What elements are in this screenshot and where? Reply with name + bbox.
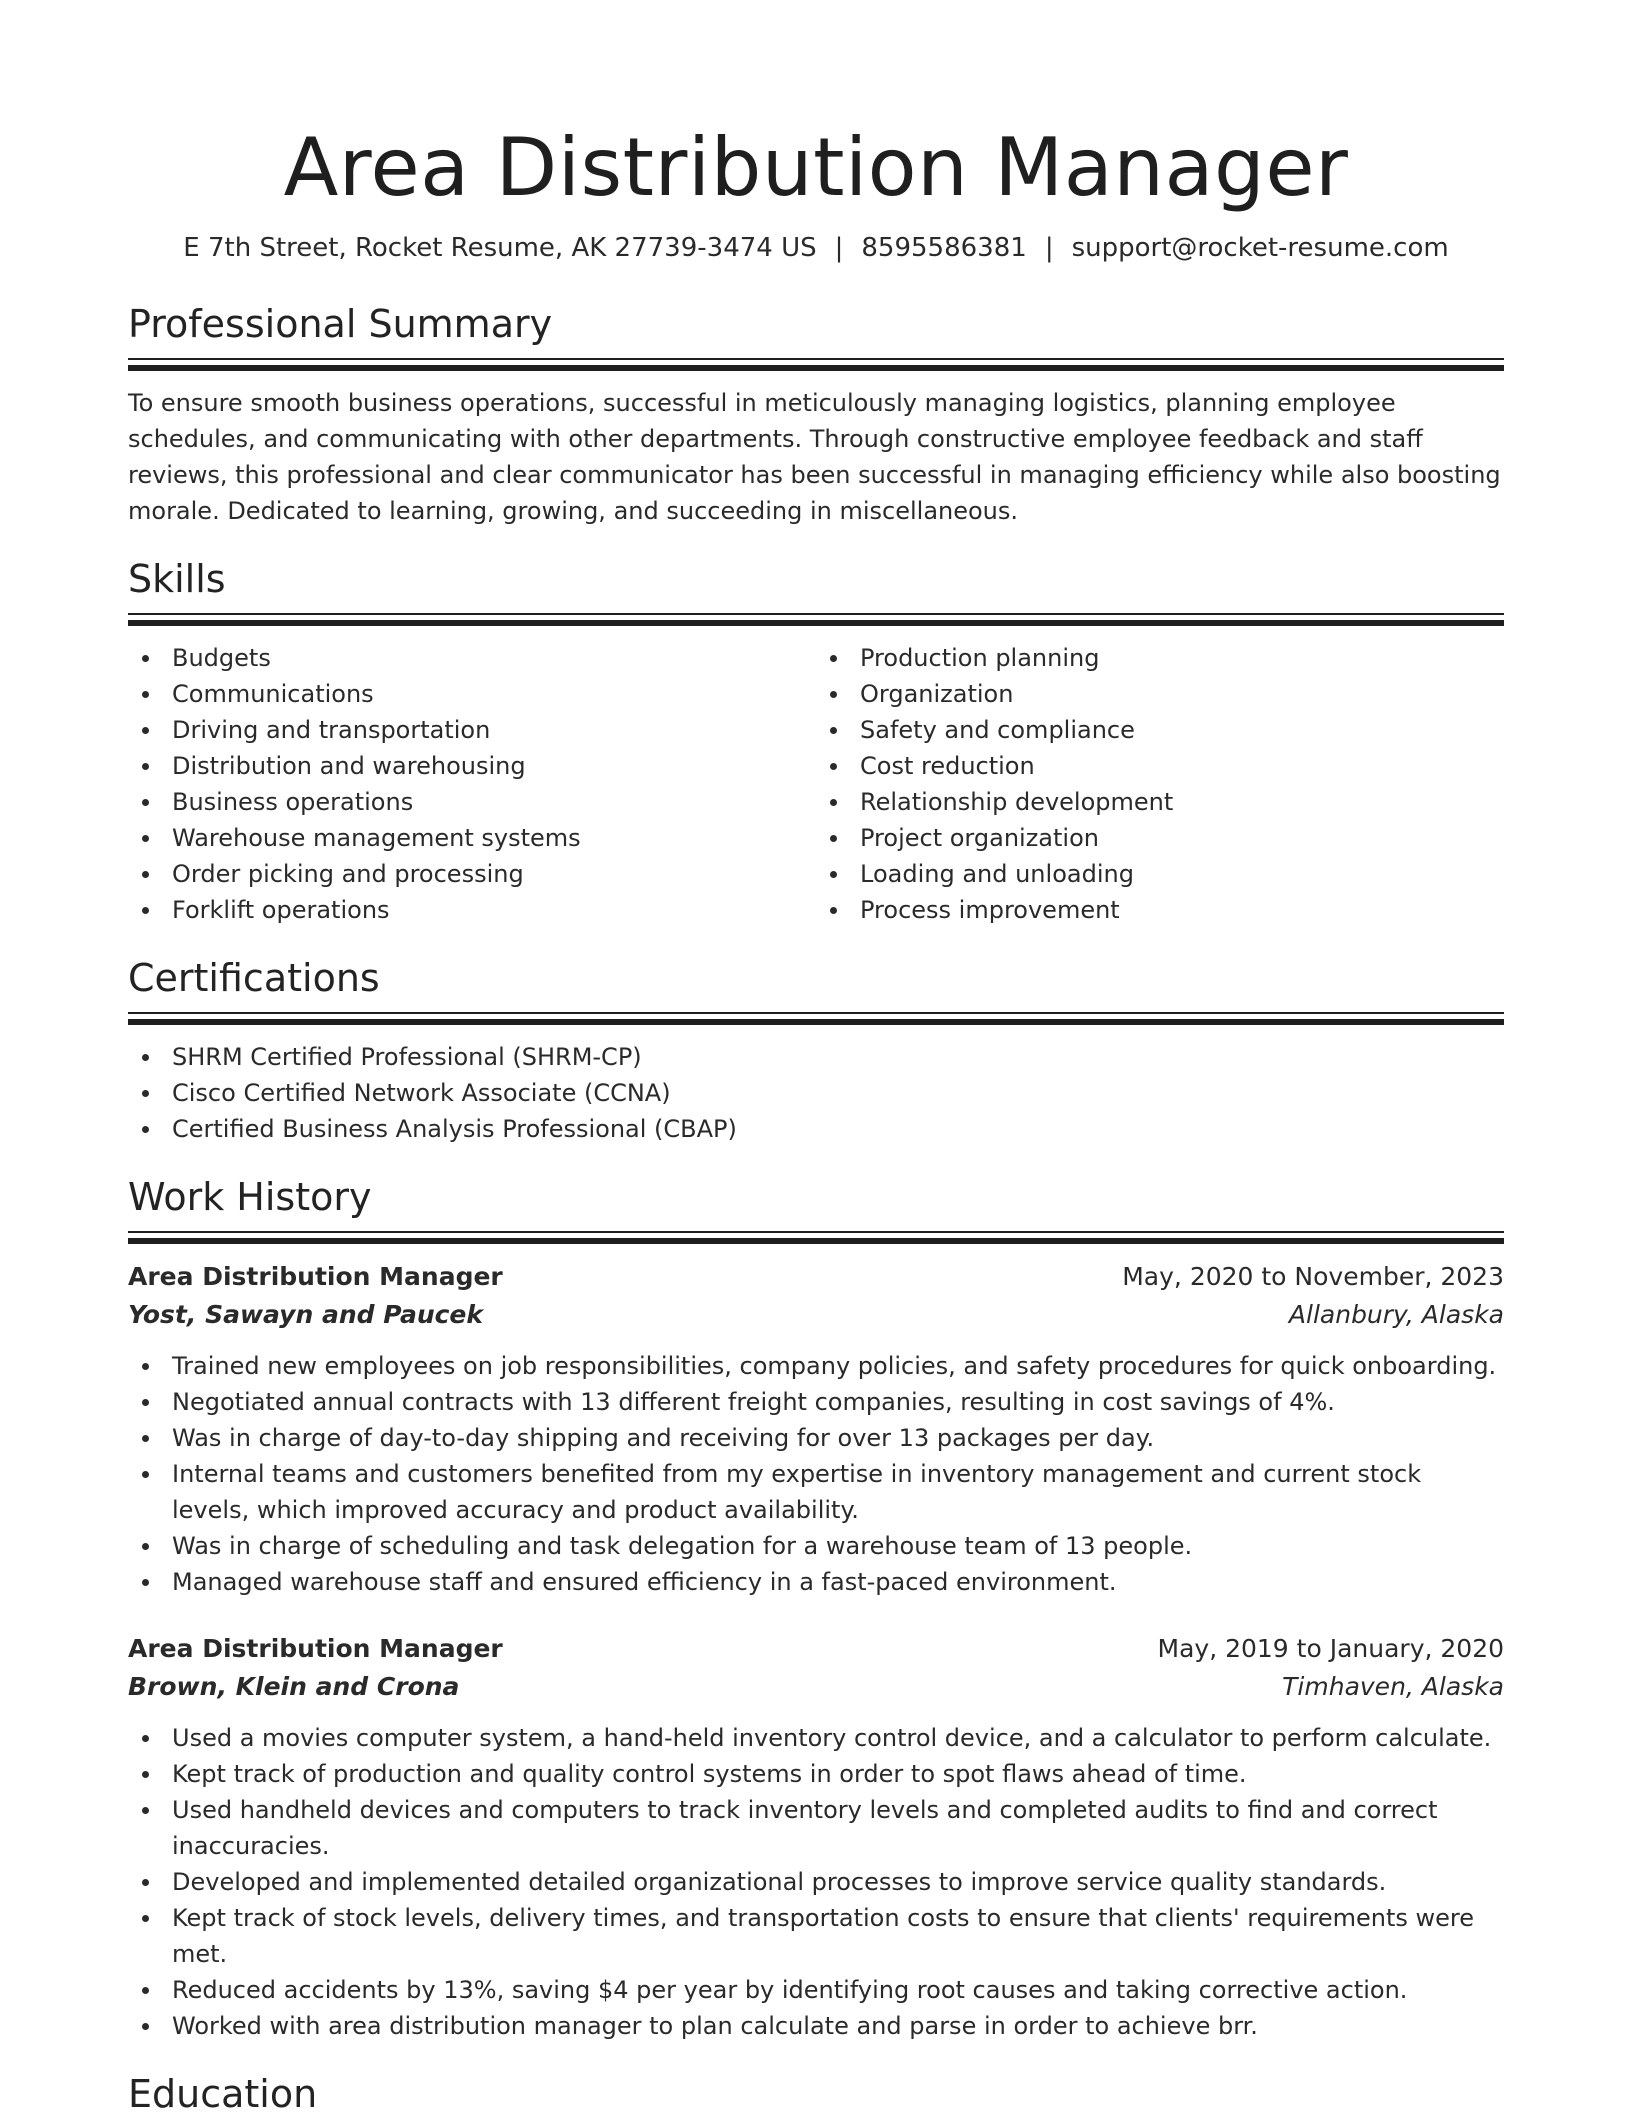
- contact-address: E 7th Street, Rocket Resume, AK 27739-3474 US: [183, 233, 817, 263]
- job-bullet: Kept track of stock levels, delivery times, and transportation costs to ensure that clients' requirements were met.: [128, 1900, 1504, 1972]
- job-title: Area Distribution Manager: [128, 1634, 503, 1663]
- job-entry: [128, 1630, 1504, 2044]
- job-title: Area Distribution Manager: [128, 1262, 503, 1291]
- job-company: Brown, Klein and Crona: [128, 1672, 460, 1701]
- job-bullet: Was in charge of day-to-day shipping and receiving for over 13 packages per day.: [128, 1420, 1504, 1456]
- certification-item: Certified Business Analysis Professional (CBAP): [128, 1111, 1504, 1147]
- section-divider: [128, 1012, 1504, 1025]
- skill-item: Project organization: [816, 820, 1504, 856]
- skills-section: [128, 555, 1504, 928]
- certification-item: Cisco Certified Network Associate (CCNA): [128, 1075, 1504, 1111]
- job-bullet: Trained new employees on job responsibilities, company policies, and safety procedures for quick onboarding.: [128, 1348, 1504, 1384]
- section-divider: [128, 358, 1504, 371]
- summary-text: To ensure smooth business operations, successful in meticulously managing logistics, planning employee schedules, and communicating with other departments. Through constructive employee feedback and staff reviews, this professional and clear communicator has been successful in managing efficiency while also boosting morale. Dedicated to learning, growing, and succeeding in miscellaneous.: [128, 389, 1501, 525]
- resume-name: Area Distribution Manager: [283, 121, 1349, 214]
- contact-separator: |: [834, 233, 844, 263]
- contact-email: support@rocket-resume.com: [1071, 233, 1449, 263]
- skill-item: Distribution and warehousing: [128, 748, 816, 784]
- certifications-list: [128, 1039, 1504, 1147]
- job-company: Yost, Sawayn and Paucek: [128, 1300, 484, 1329]
- skill-item: Process improvement: [816, 892, 1504, 928]
- job-dates: May, 2019 to January, 2020: [1157, 1634, 1504, 1663]
- skill-item: Relationship development: [816, 784, 1504, 820]
- job-bullets: [128, 1348, 1504, 1600]
- job-location: Timhaven, Alaska: [1282, 1672, 1504, 1701]
- job-bullet: Reduced accidents by 13%, saving $4 per year by identifying root causes and taking corrective action.: [128, 1972, 1504, 2008]
- skill-item: Organization: [816, 676, 1504, 712]
- skill-item: Warehouse management systems: [128, 820, 816, 856]
- work-section: [128, 1173, 1504, 2044]
- work-title: Work History: [128, 1175, 372, 1219]
- skill-item: Production planning: [816, 640, 1504, 676]
- skills-list-left: [128, 640, 816, 928]
- skill-item: Forklift operations: [128, 892, 816, 928]
- job-bullet: Used handheld devices and computers to track inventory levels and completed audits to find and correct inaccuracies.: [128, 1792, 1504, 1864]
- job-entry: [128, 1258, 1504, 1600]
- skill-item: Order picking and processing: [128, 856, 816, 892]
- contact-line: [128, 230, 1504, 266]
- job-bullet: Was in charge of scheduling and task delegation for a warehouse team of 13 people.: [128, 1528, 1504, 1564]
- job-bullet: Internal teams and customers benefited from my expertise in inventory management and current stock levels, which improved accuracy and product availability.: [128, 1456, 1504, 1528]
- job-bullet: Managed warehouse staff and ensured efficiency in a fast-paced environment.: [128, 1564, 1504, 1600]
- certifications-title: Certifications: [128, 956, 380, 1000]
- contact-phone: 8595586381: [861, 233, 1027, 263]
- skills-list-right: [816, 640, 1504, 928]
- certifications-section: [128, 954, 1504, 1147]
- contact-separator: |: [1044, 233, 1054, 263]
- skill-item: Safety and compliance: [816, 712, 1504, 748]
- skills-title: Skills: [128, 557, 226, 601]
- job-dates: May, 2020 to November, 2023: [1122, 1262, 1504, 1291]
- skill-item: Budgets: [128, 640, 816, 676]
- section-divider: [128, 1231, 1504, 1244]
- job-bullet: Developed and implemented detailed organizational processes to improve service quality standards.: [128, 1864, 1504, 1900]
- job-bullets: [128, 1720, 1504, 2044]
- job-location: Allanbury, Alaska: [1288, 1300, 1504, 1329]
- skill-item: Cost reduction: [816, 748, 1504, 784]
- job-bullet: Kept track of production and quality control systems in order to spot flaws ahead of time.: [128, 1756, 1504, 1792]
- skill-item: Driving and transportation: [128, 712, 816, 748]
- section-divider: [128, 613, 1504, 626]
- summary-section: [128, 300, 1504, 529]
- skill-item: Communications: [128, 676, 816, 712]
- education-title: Education: [128, 2072, 318, 2112]
- certification-item: SHRM Certified Professional (SHRM-CP): [128, 1039, 1504, 1075]
- skill-item: Business operations: [128, 784, 816, 820]
- job-bullet: Used a movies computer system, a hand-held inventory control device, and a calculator to perform calculate.: [128, 1720, 1504, 1756]
- skill-item: Loading and unloading: [816, 856, 1504, 892]
- summary-title: Professional Summary: [128, 302, 553, 346]
- job-bullet: Negotiated annual contracts with 13 different freight companies, resulting in cost savings of 4%.: [128, 1384, 1504, 1420]
- job-bullet: Worked with area distribution manager to plan calculate and parse in order to achieve brr.: [128, 2008, 1504, 2044]
- education-section: [128, 2070, 1504, 2112]
